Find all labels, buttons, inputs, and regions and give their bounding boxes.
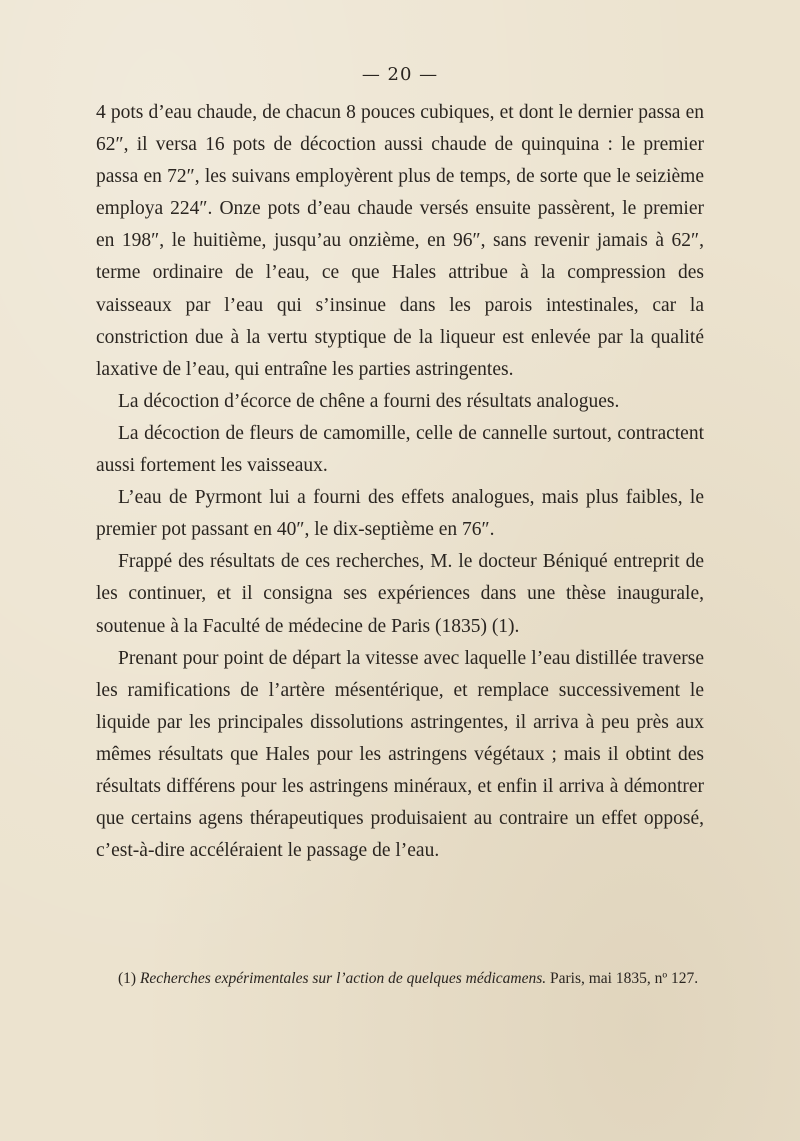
body-text [96,97,704,867]
paragraph: Frappé des résultats de ces recherches, M. le docteur Béniqué entreprit de les continuer, et il consigna ses expériences dans une thèse inaugurale, soutenue à la Faculté de médecine de Paris (1835) (1). [96,551,704,637]
paragraph: 4 pots d’eau chaude, de chacun 8 pouces cubiques, et dont le dernier passa en 62″, il versa 16 pots de décoction aussi chaude de quinquina : le premier passa en 72″, les suivans employèrent plus de temps, de sorte que le seizième employa 224″. Onze pots d’eau chaude versés ensuite passèrent, le premier en 198″, le huitième, jusqu’au onzième, en 96″, sans revenir jamais à 62″, terme ordinaire de l’eau, ce que Hales attribue à la compression des vaisseaux par l’eau qui s’insinue dans les parois intestinales, car la constriction due à la vertu styptique de la liqueur est enlevée par la qualité laxative de l’eau, qui entraîne les parties astringentes. [96,102,704,380]
paragraph: L’eau de Pyrmont lui a fourni des effets analogues, mais plus faibles, le premier pot passant en 40″, le dix-septième en 76″. [96,487,704,541]
footnote-title: Recherches expérimentales sur l’action de quelques médicamens. [139,970,547,987]
footnote-marker: (1) [118,970,137,987]
paragraph: La décoction de fleurs de camomille, celle de cannelle surtout, contractent aussi fortement les vaisseaux. [96,422,704,477]
footnote-details: Paris, mai 1835, nº 127. [550,970,699,987]
paragraph: La décoction d’écorce de chêne a fourni des résultats analogues. [118,390,620,412]
paragraph: Prenant pour point de départ la vitesse avec laquelle l’eau distillée traverse les ramifications de l’artère mésentérique, et remplace successivement le liquide par les principales dissolutions astringentes, il arriva à peu près aux mêmes résultats que Hales pour les astringens végétaux ; mais il obtint des résultats différens pour les astringens minéraux, et enfin il arriva à démontrer que certains agens thérapeutiques produisaient au contraire un effet opposé, c’est-à-dire accéléraient le passage de l’eau. [96,647,704,862]
footnote [96,966,704,991]
page-number: — 20 — [361,64,439,85]
